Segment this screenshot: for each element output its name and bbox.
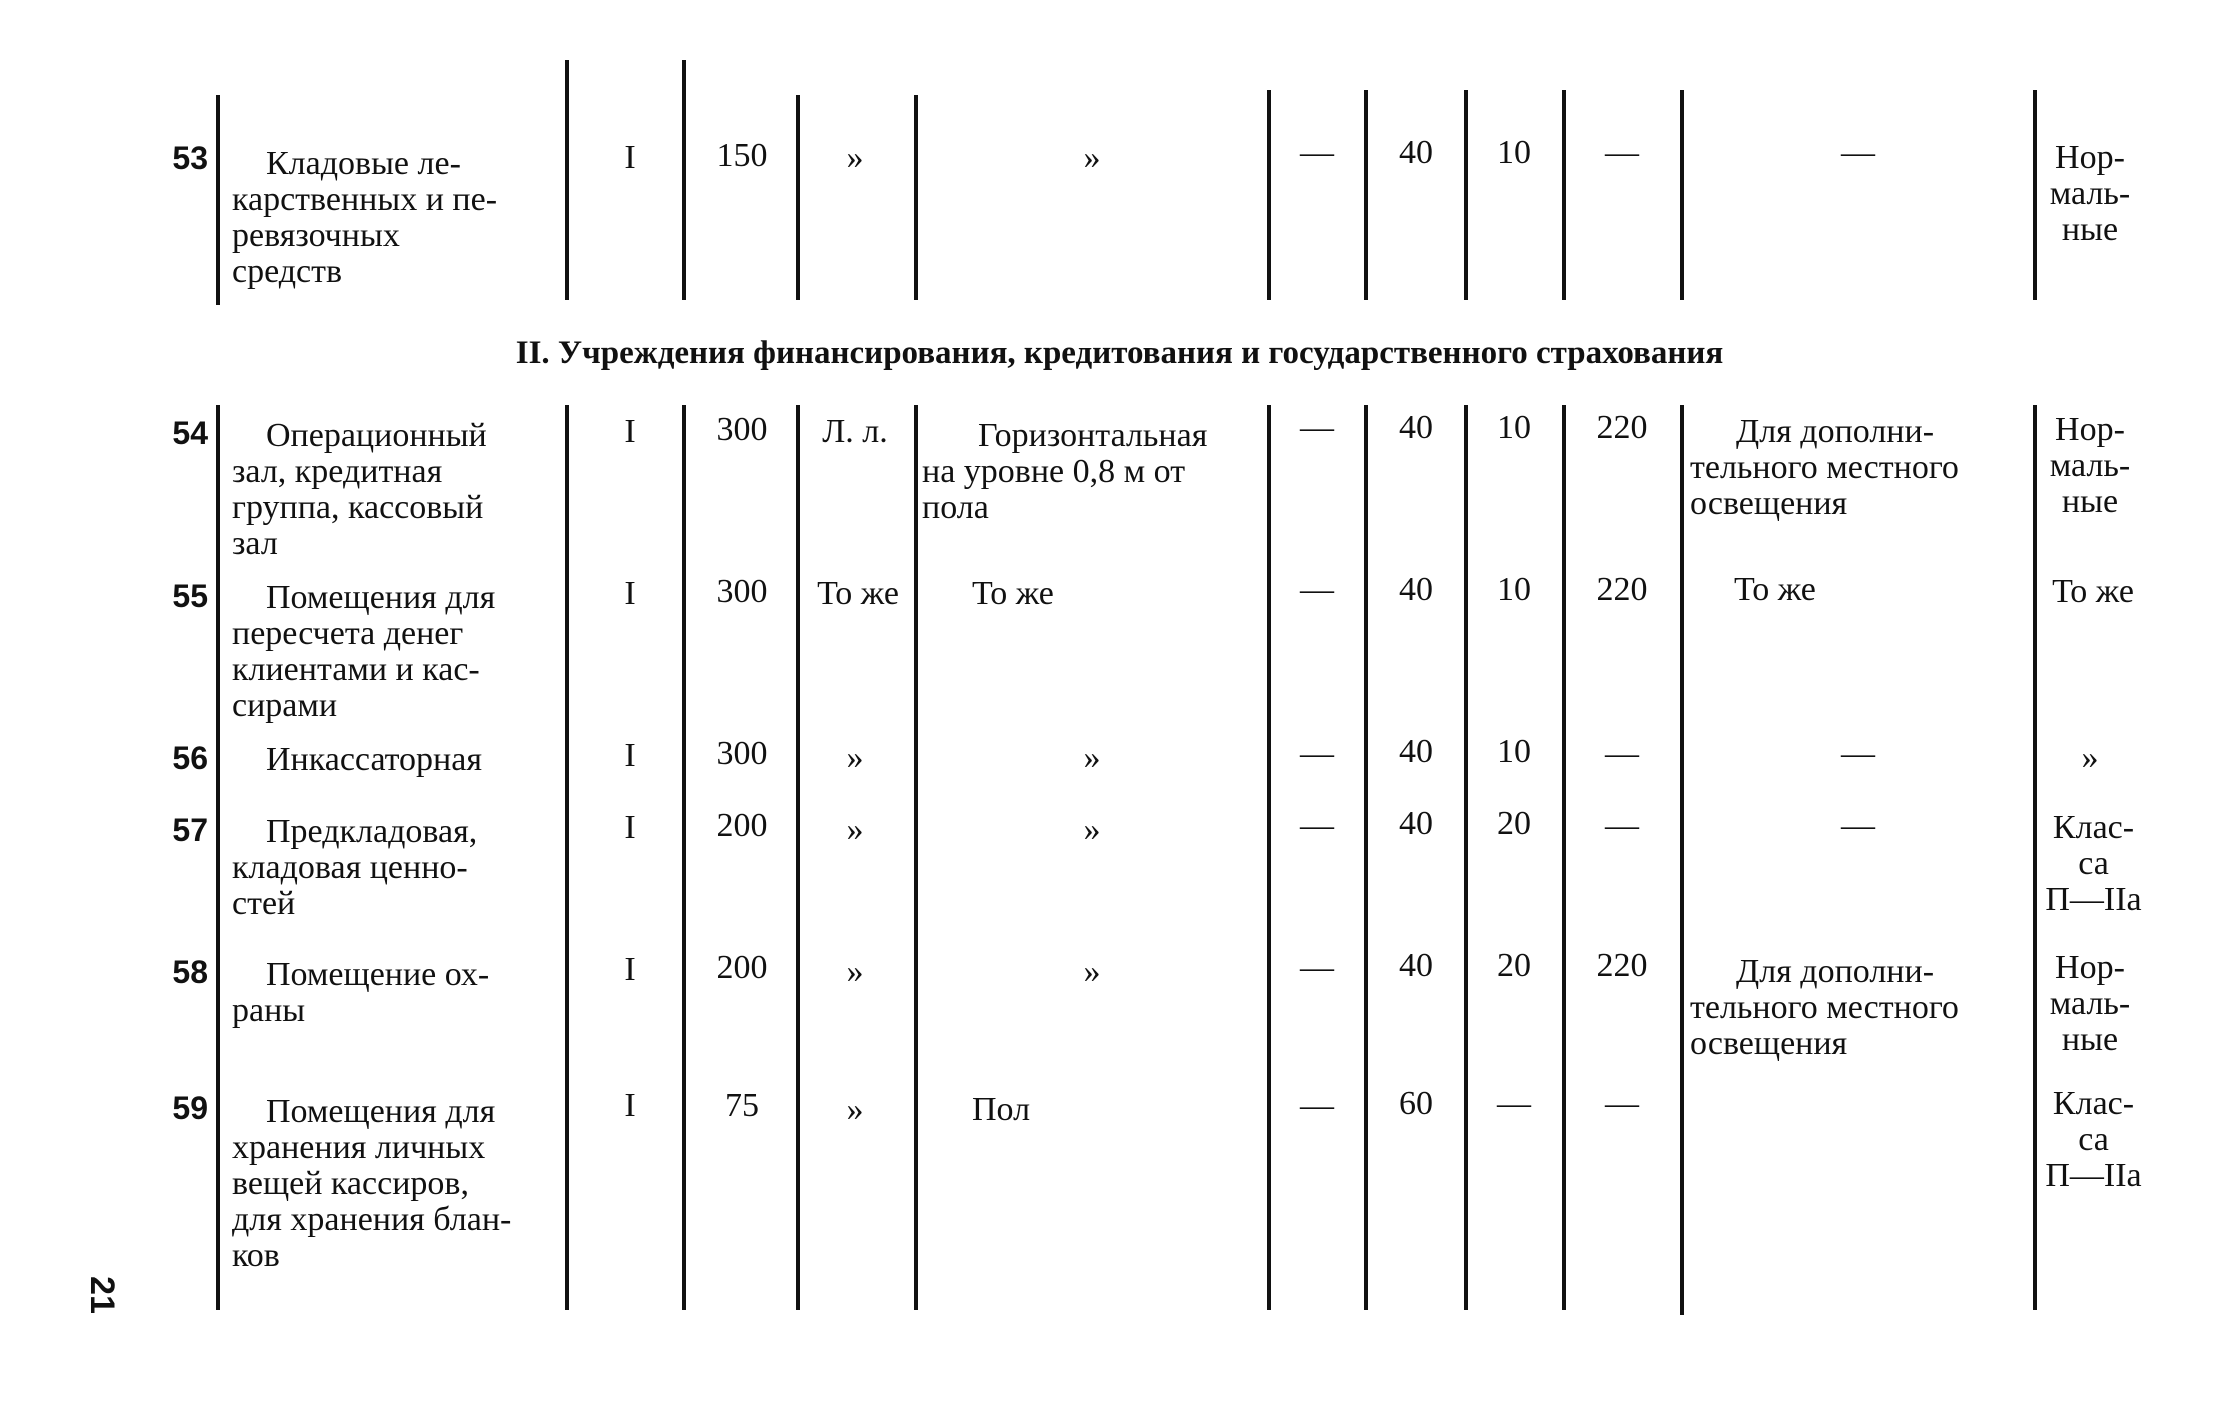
environment: Нор- маль- ные <box>2049 411 2131 520</box>
room-name: Помещения для пересчета денег клиентами и кас- сирами <box>232 579 496 724</box>
illuminance: 300 <box>716 573 768 610</box>
column-rule <box>1562 405 1566 1310</box>
illuminance: 300 <box>716 411 768 448</box>
value-col6: 40 <box>1399 571 1433 608</box>
lamp-type: » <box>846 953 864 990</box>
value-col5: — <box>1300 949 1334 986</box>
row-number: 54 <box>172 415 208 451</box>
illuminance: 200 <box>716 807 768 844</box>
value-col6: 40 <box>1399 733 1433 770</box>
column-rule <box>1364 405 1368 1310</box>
category: I <box>624 575 636 612</box>
column-rule <box>1562 90 1566 300</box>
work-surface: » <box>1083 811 1101 848</box>
column-rule <box>796 95 800 300</box>
row-number: 57 <box>172 812 208 848</box>
column-rule <box>565 60 569 300</box>
illuminance: 300 <box>716 735 768 772</box>
value-col7: 20 <box>1497 805 1531 842</box>
column-rule <box>796 405 800 1310</box>
voltage: 220 <box>1596 571 1648 608</box>
note: — <box>1841 807 1875 844</box>
value-col6: 40 <box>1399 134 1433 171</box>
value-col6: 40 <box>1399 947 1433 984</box>
row-number: 53 <box>172 140 208 176</box>
value-col6: 40 <box>1399 409 1433 446</box>
value-col5: — <box>1300 409 1334 446</box>
value-col7: 10 <box>1497 409 1531 446</box>
environment: » <box>2081 739 2099 776</box>
voltage: — <box>1605 1085 1639 1122</box>
illuminance: 200 <box>716 949 768 986</box>
value-col7: 20 <box>1497 947 1531 984</box>
environment: То же <box>2052 573 2134 610</box>
work-surface: » <box>1083 739 1101 776</box>
environment: Нор- маль- ные <box>2049 139 2131 248</box>
lamp-type: » <box>846 1091 864 1128</box>
environment: Клас- са П—IIа <box>2045 1085 2142 1194</box>
column-rule <box>565 405 569 1310</box>
column-rule <box>1267 90 1271 300</box>
room-name: Кладовые ле- карственных и пе- ревязочных средств <box>232 145 498 290</box>
lamp-type: Л. л. <box>822 413 888 450</box>
voltage: 220 <box>1596 947 1648 984</box>
row-number: 56 <box>172 740 208 776</box>
column-rule <box>1364 90 1368 300</box>
work-surface: То же <box>972 575 1054 612</box>
value-col5: — <box>1300 571 1334 608</box>
work-surface: Горизонтальная на уровне 0,8 м от пола <box>922 417 1208 526</box>
value-col7: 10 <box>1497 733 1531 770</box>
note: Для дополни- тельного местного освещения <box>1690 413 1959 522</box>
category: I <box>624 951 636 988</box>
value-col6: 60 <box>1399 1085 1433 1122</box>
voltage: 220 <box>1596 409 1648 446</box>
row-number: 59 <box>172 1090 208 1126</box>
lamp-type: То же <box>817 575 899 612</box>
category: I <box>624 1087 636 1124</box>
row-number: 58 <box>172 954 208 990</box>
column-rule <box>1464 90 1468 300</box>
note: Для дополни- тельного местного освещения <box>1690 953 1959 1062</box>
illuminance: 150 <box>716 137 768 174</box>
column-rule <box>1464 405 1468 1310</box>
column-rule <box>216 95 220 305</box>
column-rule <box>1680 405 1684 1315</box>
work-surface: Пол <box>972 1091 1031 1128</box>
category: I <box>624 737 636 774</box>
room-name: Операционный зал, кредитная группа, кассовый зал <box>232 417 487 562</box>
lamp-type: » <box>846 811 864 848</box>
column-rule <box>682 405 686 1310</box>
column-rule <box>1267 405 1271 1310</box>
voltage: — <box>1605 807 1639 844</box>
category: I <box>624 413 636 450</box>
illuminance: 75 <box>725 1087 759 1124</box>
value-col5: — <box>1300 735 1334 772</box>
category: I <box>624 809 636 846</box>
value-col7: — <box>1497 1085 1531 1122</box>
column-rule <box>2033 90 2037 300</box>
room-name: Помещения для хранения личных вещей кассиров, для хранения блан- ков <box>232 1093 512 1274</box>
category: I <box>624 139 636 176</box>
lamp-type: » <box>846 739 864 776</box>
value-col7: 10 <box>1497 571 1531 608</box>
row-number: 55 <box>172 578 208 614</box>
voltage: — <box>1605 134 1639 171</box>
note: — <box>1841 134 1875 171</box>
voltage: — <box>1605 735 1639 772</box>
value-col7: 10 <box>1497 134 1531 171</box>
room-name: Помещение ох- раны <box>232 956 490 1029</box>
page-number: 21 <box>83 1276 121 1314</box>
section-title: II. Учреждения финансирования, кредитования и государственного страхования <box>515 335 1724 371</box>
work-surface: » <box>1083 953 1101 990</box>
work-surface: » <box>1083 139 1101 176</box>
value-col5: — <box>1300 134 1334 171</box>
note: — <box>1841 735 1875 772</box>
value-col5: — <box>1300 807 1334 844</box>
column-rule <box>914 405 918 1310</box>
column-rule <box>914 95 918 300</box>
environment: Клас- са П—IIа <box>2045 809 2142 918</box>
environment: Нор- маль- ные <box>2049 949 2131 1058</box>
room-name: Предкладовая, кладовая ценно- стей <box>232 813 478 922</box>
column-rule <box>1680 90 1684 300</box>
column-rule <box>216 405 220 1310</box>
value-col6: 40 <box>1399 805 1433 842</box>
column-rule <box>682 60 686 300</box>
note: То же <box>1734 571 1816 608</box>
room-name: Инкассаторная <box>266 741 482 778</box>
value-col5: — <box>1300 1087 1334 1124</box>
lamp-type: » <box>846 139 864 176</box>
